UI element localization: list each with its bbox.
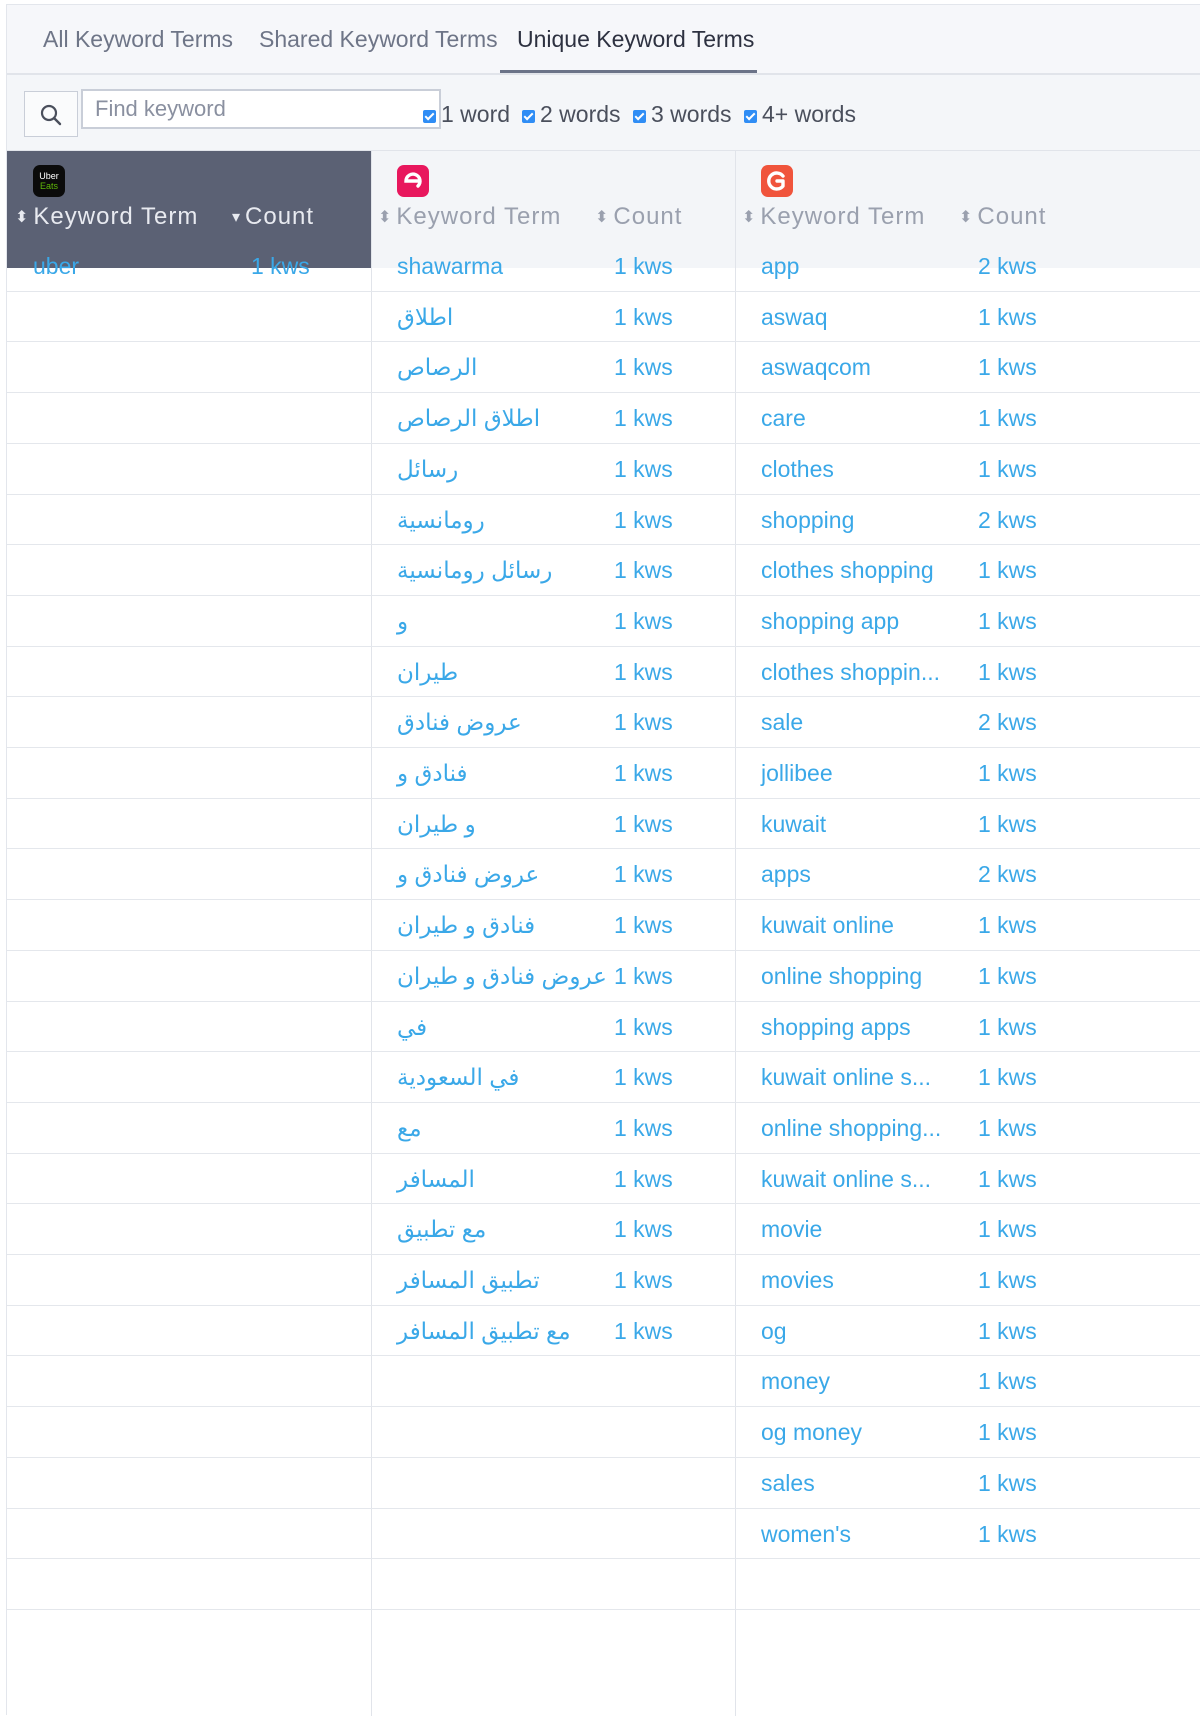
keyword-count-link[interactable]: 1 kws — [614, 354, 673, 380]
keyword-count-link[interactable]: 1 kws — [978, 1267, 1037, 1293]
row-divider — [7, 1305, 1200, 1306]
keyword-term-link[interactable]: رسائل رومانسية — [397, 557, 553, 583]
keyword-count-link[interactable]: 1 kws — [614, 1014, 673, 1040]
keyword-term-link[interactable]: و طيران — [397, 811, 476, 837]
keyword-term-link[interactable]: رسائل — [397, 456, 459, 482]
sort-keyword-term-header[interactable] — [378, 203, 561, 231]
keyword-term-link[interactable]: فنادق و — [397, 760, 468, 786]
row-divider — [7, 1203, 1200, 1204]
keyword-term-link[interactable]: طيران — [397, 659, 459, 685]
keyword-count-link[interactable]: 1 kws — [978, 304, 1037, 330]
keyword-term-link[interactable]: clothes shoppin... — [761, 659, 941, 685]
row-divider — [7, 899, 1200, 900]
checkbox-checked-icon[interactable] — [423, 110, 436, 123]
keyword-term-link[interactable]: الرصاص — [397, 354, 478, 380]
keyword-count-link[interactable]: 1 kws — [978, 912, 1037, 938]
column-divider — [735, 151, 736, 1716]
sort-count-header[interactable] — [595, 203, 682, 231]
uber-eats-logo-icon — [33, 165, 65, 197]
keyword-count-link[interactable]: 1 kws — [978, 1014, 1037, 1040]
checkbox-checked-icon[interactable] — [522, 110, 535, 123]
keyword-term-link[interactable]: رومانسية — [397, 507, 485, 533]
header-label: Keyword Term — [760, 203, 926, 230]
svg-text:Eats: Eats — [39, 181, 59, 191]
row-divider — [7, 848, 1200, 849]
sort-both-icon: ⬍ — [378, 209, 393, 226]
filter-2-words[interactable] — [522, 99, 621, 129]
keyword-term-link[interactable]: عروض فنادق و طيران — [397, 963, 607, 989]
keyword-count-link[interactable]: 1 kws — [614, 557, 673, 583]
keyword-count-link[interactable]: 1 kws — [978, 963, 1037, 989]
keyword-count-link[interactable]: 1 kws — [978, 608, 1037, 634]
search-button[interactable] — [24, 91, 78, 137]
header-label: Keyword Term — [33, 203, 199, 230]
keyword-term-link[interactable]: jollibee — [761, 760, 833, 786]
keyword-count-link[interactable]: 1 kws — [614, 405, 673, 431]
keyword-term-link[interactable]: apps — [761, 861, 811, 887]
keyword-term-link[interactable]: اطلاق — [397, 304, 454, 330]
keyword-term-link[interactable]: مع تطبيق — [397, 1216, 487, 1242]
sort-both-icon: ⬍ — [959, 209, 974, 226]
keyword-term-link[interactable]: money — [761, 1368, 831, 1394]
keyword-count-link[interactable]: 1 kws — [614, 608, 673, 634]
keyword-term-link[interactable]: online shopping... — [761, 1115, 942, 1141]
tab-unique-keyword-terms[interactable]: Unique Keyword Terms — [517, 26, 755, 52]
header-label: Keyword Term — [396, 203, 562, 230]
keyword-count-link[interactable]: 1 kws — [614, 253, 673, 279]
keyword-count-link[interactable]: 1 kws — [614, 912, 673, 938]
keyword-term-link[interactable]: og — [761, 1318, 787, 1344]
keyword-count-link[interactable]: 2 kws — [978, 507, 1037, 533]
filter-label: 3 words — [651, 101, 732, 127]
filter-bar — [7, 75, 1200, 151]
keyword-term-link[interactable]: اطلاق الرصاص — [397, 405, 541, 431]
keyword-count-link[interactable]: 1 kws — [614, 1318, 673, 1344]
keyword-count-link[interactable]: 1 kws — [614, 1166, 673, 1192]
row-divider — [7, 291, 1200, 292]
keyword-count-link[interactable]: 1 kws — [978, 1470, 1037, 1496]
row-divider — [7, 1153, 1200, 1154]
keyword-count-link[interactable]: 1 kws — [614, 811, 673, 837]
filter-label: 4+ words — [762, 101, 856, 127]
keyword-term-link[interactable]: uber — [33, 253, 80, 279]
filter-1-word[interactable] — [423, 99, 510, 129]
sort-keyword-term-header[interactable] — [15, 203, 198, 231]
keyword-term-link[interactable]: app — [761, 253, 800, 279]
keyword-term-link[interactable]: kuwait online — [761, 912, 894, 938]
row-divider — [7, 494, 1200, 495]
keyword-count-link[interactable]: 1 kws — [614, 1115, 673, 1141]
keyword-count-link[interactable]: 1 kws — [978, 1419, 1037, 1445]
keyword-count-link[interactable]: 1 kws — [614, 760, 673, 786]
row-divider — [7, 646, 1200, 647]
row-divider — [7, 950, 1200, 951]
sort-both-icon: ⬍ — [595, 209, 610, 226]
keyword-count-link[interactable]: 1 kws — [614, 456, 673, 482]
checkbox-checked-icon[interactable] — [744, 110, 757, 123]
keyword-count-link[interactable]: 1 kws — [978, 405, 1037, 431]
keyword-count-link[interactable]: 1 kws — [978, 557, 1037, 583]
keyword-term-link[interactable]: في — [397, 1014, 428, 1040]
keyword-term-link[interactable]: movies — [761, 1267, 834, 1293]
keyword-term-link[interactable]: movie — [761, 1216, 823, 1242]
keyword-count-link[interactable]: 1 kws — [978, 1521, 1037, 1547]
sort-both-icon: ⬍ — [15, 209, 30, 226]
keyword-count-link[interactable]: 1 kws — [978, 354, 1037, 380]
keyword-count-link[interactable]: 1 kws — [978, 1115, 1037, 1141]
keyword-count-link[interactable]: 2 kws — [978, 709, 1037, 735]
sort-keyword-term-header[interactable] — [742, 203, 925, 231]
checkbox-checked-icon[interactable] — [633, 110, 646, 123]
keyword-term-link[interactable]: kuwait — [761, 811, 827, 837]
keyword-count-link[interactable]: 1 kws — [978, 456, 1037, 482]
column-divider — [371, 151, 372, 1716]
talabat-logo-icon — [397, 165, 429, 197]
svg-text:Uber: Uber — [39, 171, 59, 181]
keyword-term-link[interactable]: sales — [761, 1470, 815, 1496]
shopping-app-logo-icon — [761, 165, 793, 197]
keyword-term-link[interactable]: kuwait online s... — [761, 1064, 932, 1090]
row-divider — [7, 1609, 1200, 1610]
row-divider — [7, 392, 1200, 393]
keyword-count-link[interactable]: 1 kws — [614, 963, 673, 989]
tab-all-keyword-terms[interactable]: All Keyword Terms — [43, 26, 234, 52]
row-divider — [7, 341, 1200, 342]
keyword-term-link[interactable]: clothes shopping — [761, 557, 934, 583]
keyword-count-link[interactable]: 1 kws — [614, 861, 673, 887]
keyword-term-link[interactable]: المسافر — [397, 1166, 475, 1192]
row-divider — [7, 1457, 1200, 1458]
keyword-term-link[interactable]: og money — [761, 1419, 863, 1445]
keyword-term-link[interactable]: عروض فنادق و — [397, 861, 540, 887]
row-divider — [7, 544, 1200, 545]
row-divider — [7, 1001, 1200, 1002]
row-divider — [7, 595, 1200, 596]
keyword-count-link[interactable]: 1 kws — [978, 811, 1037, 837]
keyword-comparison-panel — [6, 4, 1200, 1715]
keyword-term-link[interactable]: تطبيق المسافر — [397, 1267, 540, 1293]
filter-3-words[interactable] — [633, 99, 732, 129]
search-icon — [40, 104, 62, 126]
sort-count-header[interactable] — [959, 203, 1046, 231]
keyword-count-link[interactable]: 1 kws — [251, 253, 310, 279]
sort-desc-icon: ▾ — [232, 209, 242, 226]
row-divider — [7, 1406, 1200, 1407]
row-divider — [7, 1355, 1200, 1356]
keyword-count-link[interactable]: 1 kws — [978, 1368, 1037, 1394]
keyword-count-link[interactable]: 1 kws — [978, 659, 1037, 685]
row-divider — [7, 1254, 1200, 1255]
keyword-count-link[interactable]: 2 kws — [978, 861, 1037, 887]
keyword-count-link[interactable]: 1 kws — [614, 1267, 673, 1293]
filter-label: 2 words — [540, 101, 621, 127]
keyword-term-link[interactable]: shopping apps — [761, 1014, 911, 1040]
row-divider — [7, 1051, 1200, 1052]
keyword-term-link[interactable]: women's — [761, 1521, 852, 1547]
header-label: Count — [977, 203, 1047, 230]
filter-4-plus-words[interactable] — [744, 99, 856, 129]
keyword-term-link[interactable]: shopping — [761, 507, 855, 533]
header-label: Count — [613, 203, 683, 230]
keyword-term-link[interactable]: فنادق و طيران — [397, 912, 536, 938]
keyword-term-link[interactable]: kuwait online s... — [761, 1166, 932, 1192]
keyword-term-link[interactable]: clothes — [761, 456, 834, 482]
keyword-count-link[interactable]: 1 kws — [978, 760, 1037, 786]
search-input[interactable] — [81, 89, 441, 129]
keyword-term-link[interactable]: في السعودية — [397, 1064, 520, 1090]
keyword-count-link[interactable]: 1 kws — [978, 1318, 1037, 1344]
keyword-count-link[interactable]: 1 kws — [614, 709, 673, 735]
keyword-term-link[interactable]: shopping app — [761, 608, 900, 634]
keyword-count-link[interactable]: 1 kws — [978, 1064, 1037, 1090]
keyword-count-link[interactable]: 1 kws — [614, 1064, 673, 1090]
keyword-term-link[interactable]: aswaqcom — [761, 354, 871, 380]
tab-bar — [7, 5, 1200, 75]
row-divider — [7, 443, 1200, 444]
keyword-count-link[interactable]: 1 kws — [614, 659, 673, 685]
keyword-term-link[interactable]: online shopping — [761, 963, 923, 989]
keyword-term-link[interactable]: sale — [761, 709, 804, 735]
keyword-term-link[interactable]: عروض فنادق — [397, 709, 522, 735]
keyword-term-link[interactable]: مع — [397, 1115, 422, 1141]
sort-count-header[interactable] — [232, 203, 314, 231]
keyword-count-link[interactable]: 1 kws — [614, 1216, 673, 1242]
keyword-count-link[interactable]: 1 kws — [614, 507, 673, 533]
keyword-term-link[interactable]: aswaq — [761, 304, 828, 330]
keyword-count-link[interactable]: 1 kws — [978, 1166, 1037, 1192]
keyword-count-link[interactable]: 2 kws — [978, 253, 1037, 279]
tab-shared-keyword-terms[interactable]: Shared Keyword Terms — [259, 26, 498, 52]
sort-both-icon: ⬍ — [742, 209, 757, 226]
keyword-term-link[interactable]: و — [397, 608, 409, 634]
row-divider — [7, 798, 1200, 799]
header-label: Count — [245, 203, 315, 230]
row-divider — [7, 1558, 1200, 1559]
row-divider — [7, 696, 1200, 697]
keyword-count-link[interactable]: 1 kws — [614, 304, 673, 330]
row-divider — [7, 747, 1200, 748]
row-divider — [7, 1508, 1200, 1509]
keyword-term-link[interactable]: shawarma — [397, 253, 504, 279]
active-tab-indicator — [500, 70, 757, 73]
keyword-count-link[interactable]: 1 kws — [978, 1216, 1037, 1242]
row-divider — [7, 1102, 1200, 1103]
keyword-term-link[interactable]: مع تطبيق المسافر — [397, 1318, 571, 1344]
keyword-term-link[interactable]: care — [761, 405, 806, 431]
filter-label: 1 word — [441, 101, 511, 127]
